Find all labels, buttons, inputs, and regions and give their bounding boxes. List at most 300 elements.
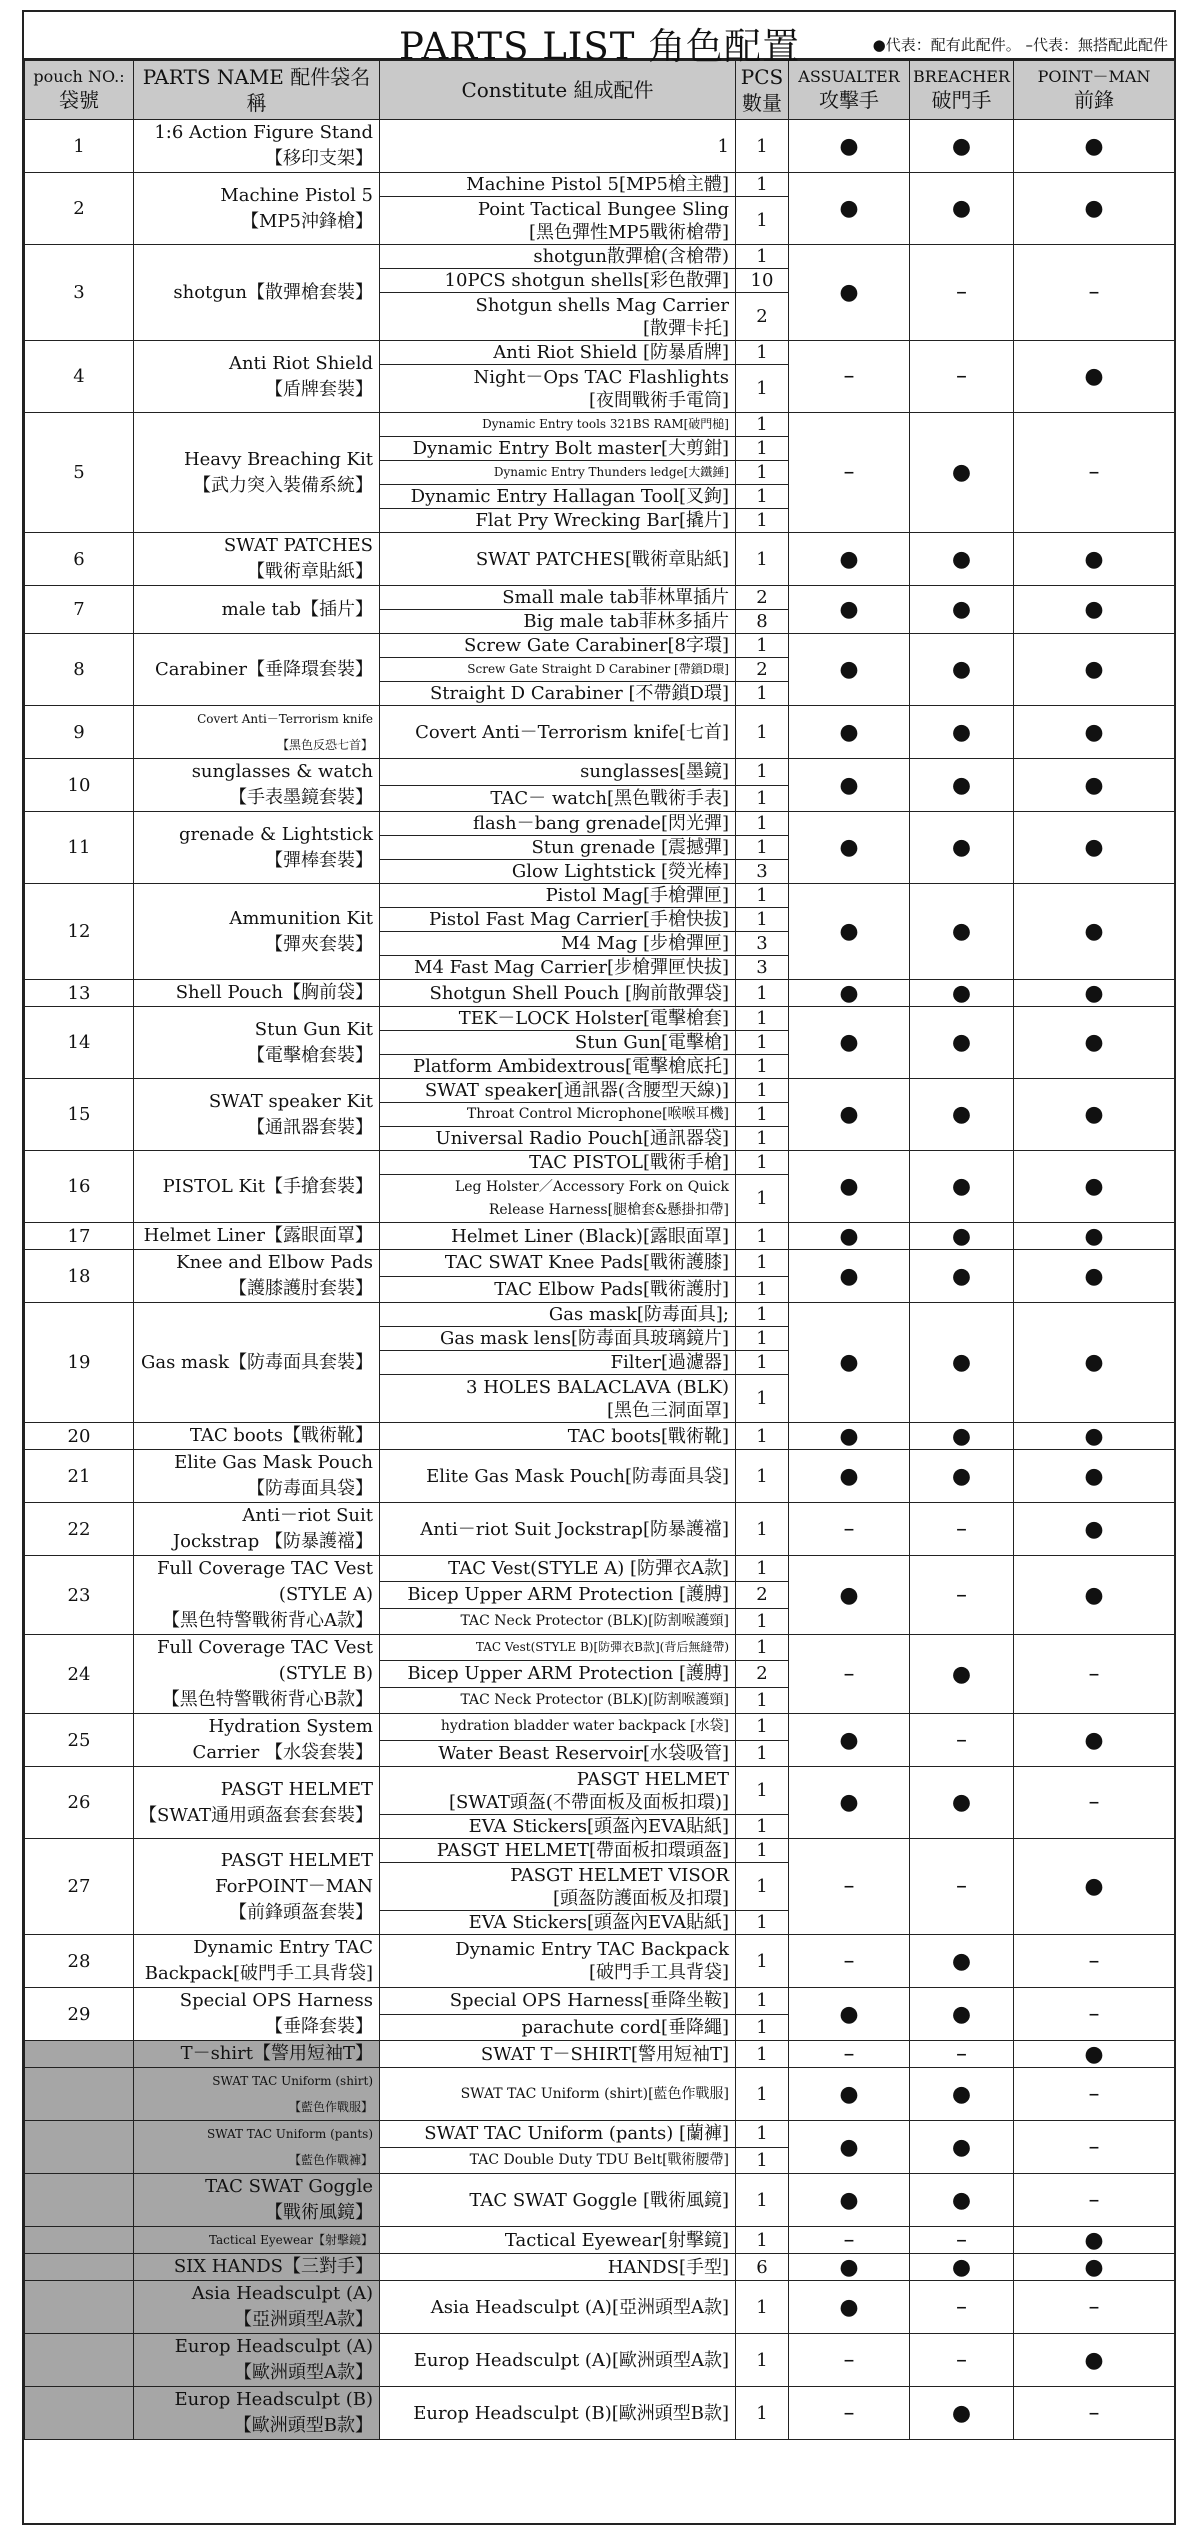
text-line: Elite Gas Mask Pouch	[174, 1452, 373, 1473]
pouch-no: 21	[25, 1450, 134, 1503]
table-row	[25, 2041, 1175, 2068]
pcs-count: 1	[736, 533, 789, 586]
breacher-mark: ●	[910, 2387, 1014, 2440]
assaulter-mark: ●	[789, 980, 910, 1007]
pcs-count: 2	[736, 1661, 789, 1687]
pouch-no: 17	[25, 1223, 134, 1250]
pcs-count: 1	[736, 2174, 789, 2227]
text-line: TAC Neck Protector (BLK)[防割喉護頸]	[460, 1691, 729, 1708]
pcs-count: 1	[736, 1103, 789, 1127]
pouch-no: 25	[25, 1714, 134, 1767]
text-line: (STYLE A)	[278, 1584, 373, 1605]
pointman-mark: ●	[1014, 1423, 1175, 1450]
text-line: Jockstrap 【防暴護襠】	[172, 1531, 373, 1552]
breacher-mark: ●	[910, 2121, 1014, 2174]
pouch-no: 26	[25, 1767, 134, 1839]
parts-table	[24, 60, 1175, 2440]
pointman-mark: –	[1014, 1635, 1175, 1714]
text-line: 【藍色作戰褲】	[288, 2153, 373, 2167]
parts-name	[134, 1714, 380, 1767]
pcs-count: 1	[736, 173, 789, 197]
assaulter-mark: ●	[789, 2174, 910, 2227]
parts-name	[134, 2281, 380, 2334]
pcs-count: 1	[736, 884, 789, 908]
text-line: TAC－ watch[黑色戰術手表]	[490, 787, 729, 809]
pointman-mark: ●	[1014, 1556, 1175, 1635]
constitute-part	[380, 2147, 736, 2174]
text-line: Europ Headsculpt (A)	[174, 2336, 373, 2357]
constitute-part	[380, 932, 736, 956]
constitute-part	[380, 1327, 736, 1351]
constitute-part	[380, 1250, 736, 1277]
pointman-mark: ●	[1014, 120, 1175, 173]
text-line: Anti－riot Suit Jockstrap[防暴護襠]	[420, 1518, 729, 1540]
constitute-part	[380, 120, 736, 173]
text-line: 3 HOLES BALACLAVA (BLK)	[466, 1376, 729, 1398]
text-line: T－shirt【警用短袖T】	[180, 2043, 373, 2064]
text-line: EVA Stickers[頭盔內EVA貼紙]	[468, 1816, 729, 1837]
pcs-count: 1	[736, 634, 789, 658]
parts-name	[134, 1988, 380, 2041]
text-line: HANDS[手型]	[607, 2256, 729, 2278]
table-row	[25, 1151, 1175, 1175]
text-line: 【藍色作戰服】	[288, 2100, 373, 2114]
parts-name	[134, 1767, 380, 1839]
pointman-mark: ●	[1014, 634, 1175, 706]
parts-name	[134, 1423, 380, 1450]
pouch-no	[25, 2387, 134, 2440]
breacher-mark: ●	[910, 1303, 1014, 1423]
text-line: SWAT TAC Uniform (pants)	[207, 2127, 373, 2141]
pcs-count: 1	[736, 1351, 789, 1375]
pcs-count: 3	[736, 860, 789, 884]
parts-name	[134, 2334, 380, 2387]
constitute-part	[380, 1988, 736, 2015]
text-line: SWAT speaker Kit	[208, 1090, 373, 1112]
text-line: sunglasses[墨鏡]	[580, 761, 729, 783]
breacher-mark: –	[910, 341, 1014, 413]
pcs-count: 1	[736, 1151, 789, 1175]
pointman-mark: ●	[1014, 173, 1175, 245]
text-line: 【黑色反恐七首】	[276, 738, 373, 752]
pouch-no	[25, 2254, 134, 2281]
text-line: [夜間戰術手電筒]	[588, 389, 729, 411]
pcs-count: 1	[736, 980, 789, 1007]
text-line: Machine Pistol 5	[220, 184, 373, 206]
pcs-count: 1	[736, 1863, 789, 1911]
text-line: TAC SWAT Goggle [戰術風鏡]	[469, 2189, 729, 2211]
constitute-part	[380, 485, 736, 509]
text-line: Covert Anti－Terrorism knife	[197, 712, 373, 726]
parts-name	[134, 2227, 380, 2254]
text-line: TAC PISTOL[戰術手槍]	[529, 1152, 729, 1173]
pcs-count: 1	[736, 2227, 789, 2254]
table-row	[25, 586, 1175, 610]
pcs-count: 1	[736, 1911, 789, 1935]
constitute-part	[380, 437, 736, 461]
text-line: 【歐洲頭型B款】	[233, 2415, 373, 2436]
pouch-no: 16	[25, 1151, 134, 1223]
pcs-count: 1	[736, 1276, 789, 1303]
table-row	[25, 1767, 1175, 1815]
breacher-mark: ●	[910, 1079, 1014, 1151]
breacher-mark: –	[910, 1556, 1014, 1635]
pcs-count: 1	[736, 1031, 789, 1055]
table-row	[25, 1556, 1175, 1582]
pcs-count: 1	[736, 1423, 789, 1450]
pointman-mark: ●	[1014, 2227, 1175, 2254]
pcs-count: 10	[736, 269, 789, 293]
pouch-no: 14	[25, 1007, 134, 1079]
text-line: 【黑色特警戰術背心B款】	[161, 1689, 373, 1710]
pointman-mark: –	[1014, 2387, 1175, 2440]
text-line: SWAT T－SHIRT[警用短袖T]	[480, 2043, 729, 2065]
constitute-part	[380, 1863, 736, 1911]
pcs-count: 1	[736, 341, 789, 365]
text-line: Europ Headsculpt (B)	[174, 2389, 373, 2410]
text-line: SWAT speaker[通訊器(含腰型天線)]	[424, 1080, 729, 1101]
assaulter-mark: –	[789, 1839, 910, 1935]
text-line: Pistol Fast Mag Carrier[手槍快拔]	[428, 909, 729, 930]
breacher-mark: –	[910, 2227, 1014, 2254]
text-line: 【通訊器套裝】	[247, 1116, 373, 1138]
parts-name	[134, 884, 380, 980]
parts-name	[134, 706, 380, 759]
pcs-count: 1	[736, 197, 789, 245]
text-line: Point Tactical Bungee Sling	[477, 198, 729, 220]
table-row	[25, 1714, 1175, 1741]
constitute-part	[380, 509, 736, 533]
table-row	[25, 1635, 1175, 1661]
pointman-mark: ●	[1014, 759, 1175, 812]
pcs-count: 1	[736, 413, 789, 437]
pcs-count: 1	[736, 1839, 789, 1863]
text-line: [破門手工具背袋]	[588, 1962, 729, 1983]
text-line: Dynamic Entry tools 321BS RAM[破門槌]	[482, 417, 729, 431]
constitute-part	[380, 682, 736, 706]
text-line: 【黑色特警戰術背心A款】	[162, 1610, 373, 1631]
assaulter-mark: ●	[789, 1250, 910, 1303]
assaulter-mark: ●	[789, 245, 910, 341]
assaulter-mark: ●	[789, 1714, 910, 1767]
text-line: sunglasses & watch	[191, 761, 373, 782]
constitute-part	[380, 1556, 736, 1582]
assaulter-mark: ●	[789, 586, 910, 634]
assaulter-mark: –	[789, 341, 910, 413]
pcs-count: 1	[736, 1556, 789, 1582]
text-line: PISTOL Kit【手搶套裝】	[162, 1175, 373, 1197]
constitute-part	[380, 173, 736, 197]
breacher-mark: ●	[910, 413, 1014, 533]
pouch-no	[25, 2121, 134, 2174]
constitute-part	[380, 1714, 736, 1741]
text-line: Tactical Eyewear[射擊鏡]	[504, 2229, 729, 2251]
breacher-mark: –	[910, 1503, 1014, 1556]
pcs-count: 1	[736, 1935, 789, 1988]
pouch-no	[25, 2041, 134, 2068]
breacher-mark: ●	[910, 1007, 1014, 1079]
constitute-part	[380, 884, 736, 908]
table-row	[25, 634, 1175, 658]
text-line: SWAT PATCHES[戰術章貼紙]	[475, 548, 729, 570]
text-line: shotgun散彈槍(含槍帶)	[533, 246, 729, 267]
pointman-mark: ●	[1014, 1303, 1175, 1423]
text-line: Night－Ops TAC Flashlights	[473, 366, 729, 388]
pointman-mark: ●	[1014, 1079, 1175, 1151]
parts-name	[134, 341, 380, 413]
breacher-mark: ●	[910, 2068, 1014, 2121]
text-line: Anti Riot Shield [防暴盾牌]	[493, 342, 729, 363]
text-line: 【盾牌套裝】	[265, 378, 373, 400]
text-line: 【歐洲頭型A款】	[234, 2362, 373, 2383]
parts-name	[134, 1839, 380, 1935]
constitute-part	[380, 1223, 736, 1250]
table-row	[25, 120, 1175, 173]
text-line: 【垂降套裝】	[265, 2016, 373, 2037]
breacher-mark: ●	[910, 1988, 1014, 2041]
constitute-part	[380, 2387, 736, 2440]
breacher-mark: ●	[910, 812, 1014, 884]
table-row	[25, 341, 1175, 365]
constitute-part	[380, 2281, 736, 2334]
text-line: Stun Gun[電擊槍]	[574, 1032, 729, 1053]
pointman-mark: ●	[1014, 1503, 1175, 1556]
parts-name	[134, 533, 380, 586]
text-line: Leg Holster／Accessory Fork on Quick	[454, 1178, 729, 1195]
constitute-part	[380, 1423, 736, 1450]
pointman-mark: ●	[1014, 1223, 1175, 1250]
assaulter-mark: ●	[789, 1151, 910, 1223]
pcs-count: 1	[736, 836, 789, 860]
constitute-part	[380, 1911, 736, 1935]
pouch-no: 3	[25, 245, 134, 341]
pouch-no: 19	[25, 1303, 134, 1423]
text-line: TAC Vest(STYLE B)[防彈衣B款](背后無縫帶)	[475, 1640, 729, 1655]
text-line: ForPOINT－MAN	[215, 1875, 373, 1897]
text-line: TAC boots[戰術靴]	[567, 1425, 729, 1447]
assaulter-mark: ●	[789, 1423, 910, 1450]
table-row	[25, 980, 1175, 1007]
assaulter-mark: ●	[789, 1450, 910, 1503]
parts-name	[134, 1935, 380, 1988]
parts-name	[134, 1503, 380, 1556]
pcs-count: 1	[736, 1327, 789, 1351]
constitute-part	[380, 706, 736, 759]
pcs-count: 1	[736, 437, 789, 461]
table-row	[25, 812, 1175, 836]
text-line: 【電擊槍套裝】	[247, 1044, 373, 1066]
parts-name	[134, 173, 380, 245]
pointman-mark: –	[1014, 1988, 1175, 2041]
assaulter-mark: ●	[789, 812, 910, 884]
text-line: 【前鋒頭盔套裝】	[229, 1901, 373, 1923]
text-line: Small male tab菲林單插片	[502, 587, 729, 608]
assaulter-mark: –	[789, 2387, 910, 2440]
assaulter-mark: ●	[789, 533, 910, 586]
text-line: TEK－LOCK Holster[電擊槍套]	[458, 1008, 729, 1029]
header-constitute: Constitute 組成配件	[380, 61, 736, 120]
text-line: Universal Radio Pouch[通訊器袋]	[435, 1128, 729, 1149]
pcs-count: 1	[736, 785, 789, 812]
constitute-part	[380, 812, 736, 836]
text-line: M4 Mag [步槍彈匣]	[560, 933, 729, 954]
constitute-part	[380, 658, 736, 682]
pointman-mark: ●	[1014, 533, 1175, 586]
text-line: Anti－riot Suit	[242, 1505, 373, 1526]
pcs-count: 1	[736, 2387, 789, 2440]
parts-name	[134, 1303, 380, 1423]
title-bar	[24, 12, 1174, 68]
text-line: (STYLE B)	[278, 1663, 373, 1684]
table-row	[25, 1223, 1175, 1250]
constitute-part	[380, 269, 736, 293]
table-row	[25, 2334, 1175, 2387]
constitute-part	[380, 1303, 736, 1327]
parts-name	[134, 759, 380, 812]
assaulter-mark: –	[789, 2334, 910, 2387]
pointman-mark: –	[1014, 1935, 1175, 1988]
parts-name	[134, 1250, 380, 1303]
text-line: Carrier 【水袋套裝】	[192, 1742, 373, 1763]
pouch-no	[25, 2227, 134, 2254]
constitute-part	[380, 413, 736, 437]
constitute-part	[380, 2254, 736, 2281]
assaulter-mark: ●	[789, 884, 910, 980]
text-line: 【彈棒套裝】	[265, 849, 373, 871]
pcs-count: 1	[736, 1303, 789, 1327]
breacher-mark: ●	[910, 2254, 1014, 2281]
constitute-part	[380, 1582, 736, 1608]
parts-name	[134, 2387, 380, 2440]
text-line: Gas mask[防毒面具];	[548, 1304, 729, 1325]
table-row	[25, 1423, 1175, 1450]
pcs-count: 1	[736, 1055, 789, 1079]
text-line: [散彈卡托]	[642, 317, 729, 339]
text-line: Stun Gun Kit	[254, 1018, 373, 1040]
assaulter-mark: –	[789, 2041, 910, 2068]
constitute-part	[380, 1608, 736, 1634]
text-line: Machine Pistol 5[MP5槍主體]	[466, 174, 729, 195]
breacher-mark: ●	[910, 173, 1014, 245]
pcs-count: 1	[736, 509, 789, 533]
parts-name	[134, 2254, 380, 2281]
text-line: SWAT TAC Uniform (shirt)	[212, 2074, 373, 2088]
constitute-part	[380, 1079, 736, 1103]
pcs-count: 1	[736, 1714, 789, 1741]
parts-name	[134, 1223, 380, 1250]
breacher-mark: ●	[910, 1151, 1014, 1223]
text-line: Asia Headsculpt (A)[亞洲頭型A款]	[430, 2296, 729, 2318]
text-line: EVA Stickers[頭盔內EVA貼紙]	[468, 1912, 729, 1933]
pouch-no: 9	[25, 706, 134, 759]
pcs-count: 1	[736, 812, 789, 836]
pcs-count: 2	[736, 586, 789, 610]
text-line: Europ Headsculpt (B)[歐洲頭型B款]	[413, 2402, 729, 2424]
pcs-count: 1	[736, 2014, 789, 2041]
text-line: Dynamic Entry Thunders ledge[大鐵錘]	[493, 465, 729, 479]
pointman-mark: –	[1014, 1767, 1175, 1839]
text-line: Gas mask【防毒面具套裝】	[140, 1351, 373, 1373]
pcs-count: 1	[736, 365, 789, 413]
constitute-part	[380, 1740, 736, 1767]
text-line: grenade & Lightstick	[178, 823, 373, 845]
assaulter-mark: ●	[789, 1079, 910, 1151]
text-line: Carabiner【垂降環套裝】	[155, 658, 373, 680]
breacher-mark: ●	[910, 1223, 1014, 1250]
constitute-part	[380, 1661, 736, 1687]
pouch-no: 12	[25, 884, 134, 980]
table-row	[25, 2387, 1175, 2440]
parts-name	[134, 812, 380, 884]
parts-name	[134, 980, 380, 1007]
constitute-part	[380, 197, 736, 245]
text-line: Flat Pry Wrecking Bar[撬片]	[475, 510, 729, 531]
table-row	[25, 1839, 1175, 1863]
text-line: PASGT HELMET	[220, 1778, 373, 1800]
header-parts-name: PARTS NAME 配件袋名稱	[134, 61, 380, 120]
text-line: Straight D Carabiner [不帶鎖D環]	[429, 683, 729, 704]
constitute-part	[380, 1151, 736, 1175]
assaulter-mark: –	[789, 2227, 910, 2254]
breacher-mark: –	[910, 245, 1014, 341]
pcs-count: 2	[736, 1582, 789, 1608]
breacher-mark: ●	[910, 586, 1014, 634]
text-line: Dynamic Entry Hallagan Tool[叉鉤]	[410, 486, 729, 507]
text-line: 【護膝護肘套裝】	[229, 1278, 373, 1299]
assaulter-mark: –	[789, 413, 910, 533]
pointman-mark: ●	[1014, 2254, 1175, 2281]
breacher-mark: ●	[910, 2174, 1014, 2227]
assaulter-mark: ●	[789, 1556, 910, 1635]
table-row	[25, 2174, 1175, 2227]
pcs-count: 1	[736, 1988, 789, 2015]
parts-name	[134, 413, 380, 533]
text-line: SWAT PATCHES	[223, 535, 373, 556]
constitute-part	[380, 2068, 736, 2121]
assaulter-mark: –	[789, 1935, 910, 1988]
parts-name	[134, 634, 380, 706]
text-line: Full Coverage TAC Vest	[157, 1637, 373, 1658]
text-line: Asia Headsculpt (A)	[191, 2283, 373, 2304]
text-line: PASGT HELMET VISOR	[510, 1864, 729, 1886]
text-line: 【亞洲頭型A款】	[234, 2309, 373, 2330]
constitute-part	[380, 2334, 736, 2387]
text-line: Dynamic Entry TAC	[193, 1937, 373, 1958]
text-line: Dynamic Entry TAC Backpack	[455, 1939, 729, 1960]
text-line: 【防毒面具袋】	[247, 1478, 373, 1499]
text-line: 【SWAT通用頭盔套套套裝】	[139, 1804, 373, 1826]
pcs-count: 1	[736, 2147, 789, 2174]
pcs-count: 1	[736, 1608, 789, 1634]
breacher-mark: ●	[910, 980, 1014, 1007]
text-line: Throat Control Microphone[喉喉耳機]	[466, 1106, 729, 1122]
pcs-count: 1	[736, 120, 789, 173]
constitute-part	[380, 1767, 736, 1815]
constitute-part	[380, 1839, 736, 1863]
header-pouch-no: pouch NO.: 袋號	[25, 61, 134, 120]
table-row	[25, 1503, 1175, 1556]
header-breacher: BREACHER 破門手	[910, 61, 1014, 120]
constitute-part	[380, 634, 736, 658]
text-line: Screw Gate Carabiner[8字環]	[464, 635, 729, 656]
pouch-no: 20	[25, 1423, 134, 1450]
pcs-count: 1	[736, 2041, 789, 2068]
constitute-part	[380, 1103, 736, 1127]
text-line: SIX HANDS【三對手】	[173, 2256, 373, 2277]
text-line: 【戰術風鏡】	[265, 2202, 373, 2223]
pouch-no: 11	[25, 812, 134, 884]
constitute-part	[380, 980, 736, 1007]
